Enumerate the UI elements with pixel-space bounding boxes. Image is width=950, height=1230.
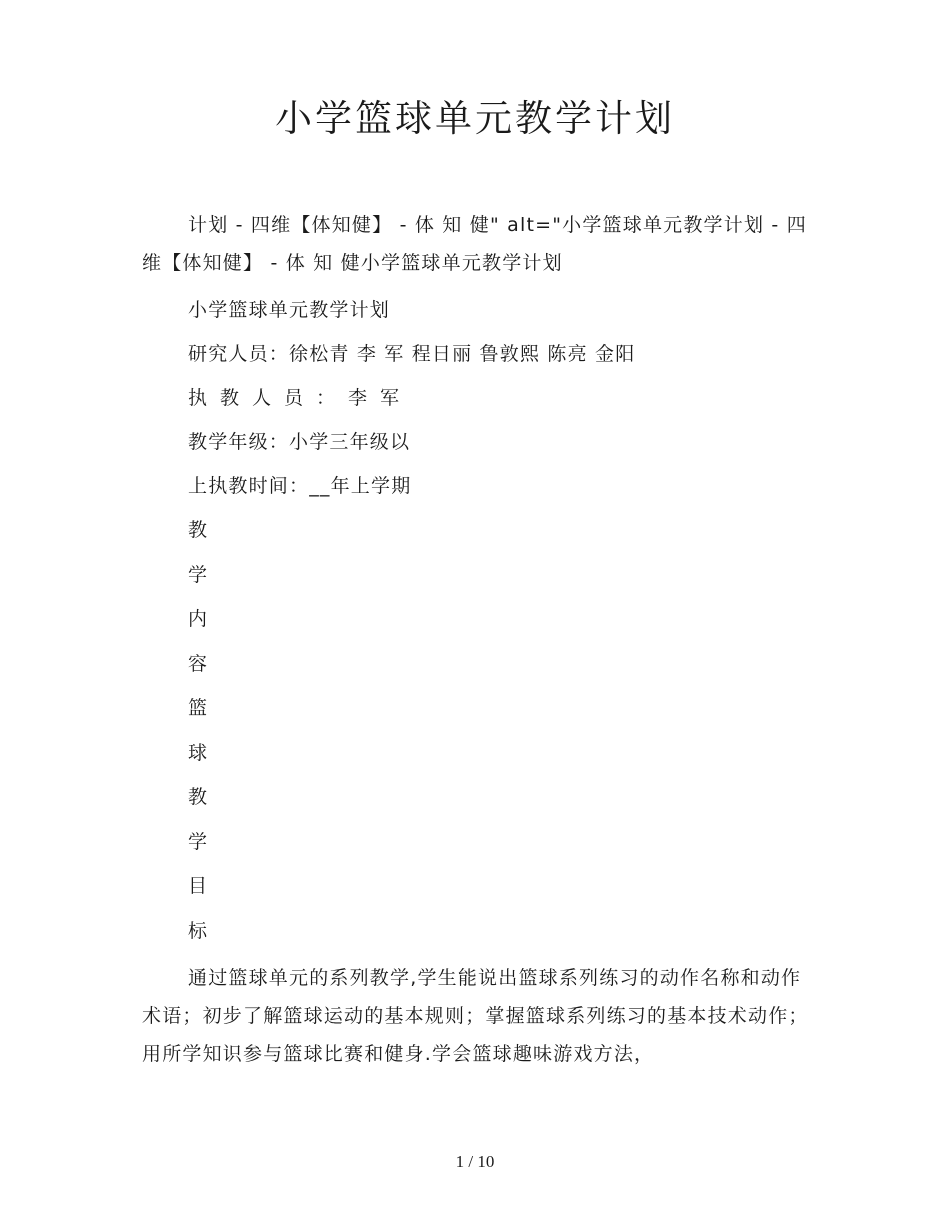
researchers-line: 研究人员：徐松青 李 军 程日丽 鲁敦熙 陈亮 金阳 [188,343,636,365]
objectives-paragraph: 通过篮球单元的系列教学,学生能说出篮球系列练习的动作名称和动作术语；初步了解篮球运动的基本规则；掌握篮球系列练习的基本技术动作；用所学知识参与篮球比赛和健身.学会篮球趣味游戏方法， [142,967,809,1065]
intro-paragraph: 计划 - 四维【体知健】 - 体 知 健" alt="小学篮球单元教学计划 - 四维【体知健】 - 体 知 健小学篮球单元教学计划 [142,214,807,274]
page-number: 1 / 10 [455,1152,495,1171]
document-title: 小学篮球单元教学计划 [275,97,675,140]
vertical-char: 目 [188,875,209,897]
vertical-char: 标 [188,919,209,942]
vertical-char: 球 [188,741,209,764]
vertical-char: 容 [188,652,209,675]
vertical-char: 教 [188,519,209,541]
vertical-char: 学 [188,830,209,853]
vertical-char: 篮 [188,697,209,719]
teacher-line: 执教人员：李军 [188,387,413,409]
document-body [142,206,810,1073]
vertical-char: 学 [188,563,209,586]
subtitle-line: 小学篮球单元教学计划 [188,299,391,321]
vertical-char: 内 [188,608,209,630]
schedule-line: 上执教时间：__年上学期 [188,475,412,497]
vertical-char: 教 [188,786,209,808]
grade-line: 教学年级：小学三年级以 [188,431,411,453]
